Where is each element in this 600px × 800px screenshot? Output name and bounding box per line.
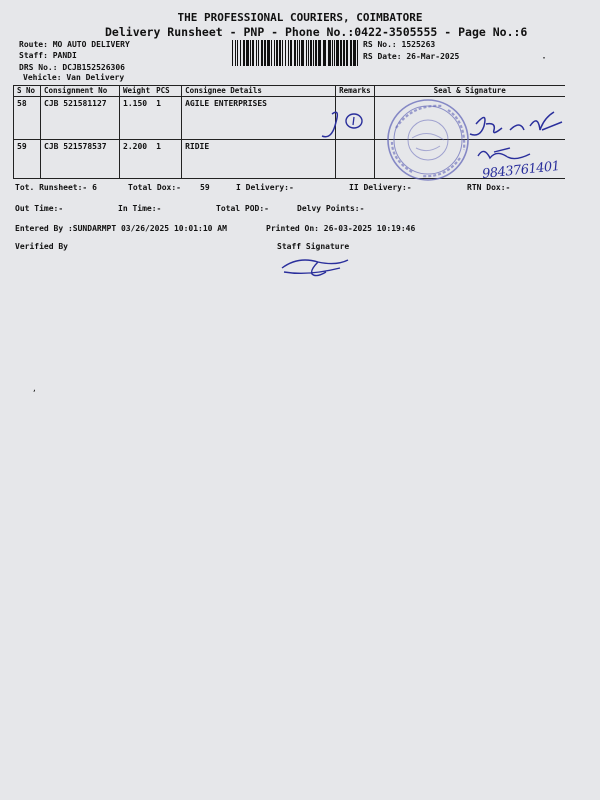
col-consignee: Consignee Details <box>182 86 336 97</box>
cell-weight: 1.150 <box>120 97 154 140</box>
cell-weight: 2.200 <box>120 140 154 179</box>
route-label: Route: MO AUTO DELIVERY <box>19 40 130 49</box>
total-pod-label: Total POD:- <box>216 204 269 213</box>
company-title: THE PROFESSIONAL COURIERS, COIMBATORE <box>177 11 423 24</box>
rs-number: RS No.: 1525263 <box>363 40 436 49</box>
out-time-label: Out Time:- <box>15 204 64 213</box>
verified-by-label: Verified By <box>15 242 68 251</box>
col-remarks: Remarks <box>336 86 375 97</box>
stray-mark: , <box>32 384 37 393</box>
rtn-dox-label: RTN Dox:- <box>467 183 511 192</box>
col-pcs: PCS <box>153 86 182 97</box>
drs-number: DRS No.: DCJB152526306 <box>19 63 125 72</box>
col-seal: Seal & Signature <box>374 86 565 97</box>
cell-consignment: CJB 521581127 <box>41 97 120 140</box>
delvy-points-label: Delvy Points:- <box>297 204 365 213</box>
cell-pcs: 1 <box>153 97 182 140</box>
cell-sno: 59 <box>14 140 41 179</box>
in-time-label: In Time:- <box>118 204 162 213</box>
handwritten-phone: 9843761401 <box>481 158 561 183</box>
staff-signature-image <box>278 250 352 278</box>
runsheet-title: Delivery Runsheet - PNP - Phone No.:0422-3505555 - Page No.:6 <box>105 25 528 39</box>
cell-pcs: 1 <box>153 140 182 179</box>
col-weight: Weight <box>120 86 154 97</box>
staff-label: Staff: PANDI <box>19 51 77 60</box>
total-runsheet: Tot. Runsheet:- 6 <box>15 183 97 192</box>
staff-signature-label: Staff Signature <box>277 242 350 251</box>
stray-mark: · <box>541 53 548 64</box>
cell-consignee: RIDIE <box>182 140 336 179</box>
vehicle-label: Vehicle: Van Delivery <box>23 73 125 82</box>
cell-consignee: AGILE ENTERPRISES <box>182 97 336 140</box>
entered-by: Entered By :SUNDARMPT 03/26/2025 10:01:10 AM <box>15 224 227 233</box>
total-dox-value: 59 <box>200 183 210 192</box>
col-consignment: Consignment No <box>41 86 120 97</box>
barcode-image <box>232 40 358 66</box>
cell-sno: 58 <box>14 97 41 140</box>
i-delivery-label: I Delivery:- <box>236 183 294 192</box>
printed-on: Printed On: 26-03-2025 10:19:46 <box>266 224 416 233</box>
table-header-row <box>14 86 565 97</box>
rs-date: RS Date: 26-Mar-2025 <box>363 52 460 61</box>
cell-consignment: CJB 521578537 <box>41 140 120 179</box>
total-dox-label: Total Dox:- <box>128 183 181 192</box>
col-sno: S No <box>14 86 41 97</box>
ii-delivery-label: II Delivery:- <box>349 183 412 192</box>
